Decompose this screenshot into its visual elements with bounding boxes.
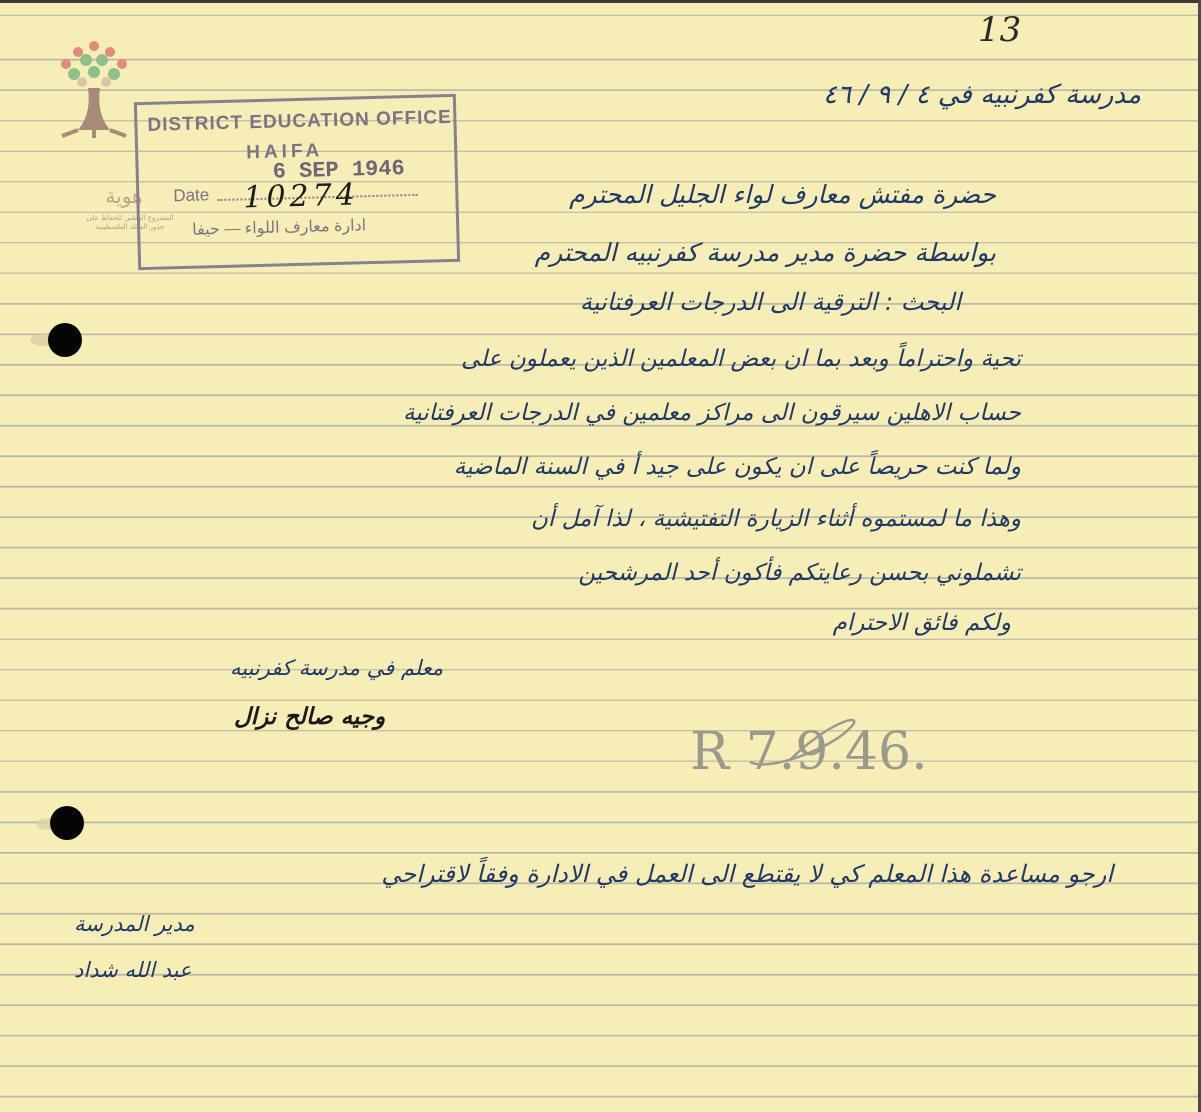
letter-body-line: وهذا ما لمستموه أثناء الزيارة التفتيشية ، لذا آمل أن <box>531 506 1021 532</box>
letter-body-line: تحية واحتراماً وبعد بما ان بعض المعلمين الذين يعملون على <box>461 346 1021 372</box>
heritage-tree-logo <box>48 38 174 231</box>
page-number: 13 <box>978 10 1022 50</box>
stamp-arabic-office: ادارة معارف اللواء — حيفا <box>192 217 367 239</box>
letter-body-line: حساب الاهلين سيرقون الى مراكز معلمين في الدرجات العرفتانية <box>402 400 1021 426</box>
punch-hole-bottom <box>50 806 84 840</box>
stamp-number: 10274 <box>242 177 360 216</box>
stamp-date-label: Date <box>173 185 210 206</box>
letter-recipient: حضرة مفتش معارف لواء الجليل المحترم <box>569 180 996 209</box>
letter-body-line: ولما كنت حريصاً على ان يكون على جيد أ في السنة الماضية <box>453 454 1021 480</box>
watermark-caption: المشروع الوطني للحفاظ على جذور العائلة الفلسطينية <box>86 214 174 231</box>
stamp-date: 6 SEP 1946 <box>272 156 406 185</box>
letter-body-line: تشملوني بحسن رعايتكم فأكون أحد المرشحين <box>578 560 1021 586</box>
stamp-city: HAIFA <box>245 140 324 164</box>
signature-name: وجيه صالح نزال <box>234 704 386 730</box>
watermark-word: هوية <box>105 184 143 208</box>
scan-edge-top <box>0 0 1201 3</box>
letter-closing: ولكم فائق الاحترام <box>832 610 1011 636</box>
annotation-line: مدير المدرسة <box>74 912 195 936</box>
office-stamp <box>134 94 460 270</box>
annotation-line: عبد الله شداد <box>74 958 192 982</box>
review-mark-text: R 7.9.46. <box>690 722 928 782</box>
letter-subject: البحث : الترقية الى الدرجات العرفتانية <box>579 288 961 316</box>
annotation-line: ارجو مساعدة هذا المعلم كي لا يقتطع الى العمل في الادارة وفقاً لاقتراحي <box>381 860 1113 888</box>
letter-via: بواسطة حضرة مدير مدرسة كفرنبيه المحترم <box>534 238 996 267</box>
letter-date: مدرسة كفرنبيه في ٤ / ٩ / ٤٦ <box>823 80 1141 110</box>
punch-hole-top <box>48 323 82 357</box>
stamp-office: DISTRICT EDUCATION OFFICE <box>147 106 452 136</box>
signature-role: معلم في مدرسة كفرنبيه <box>230 656 444 680</box>
